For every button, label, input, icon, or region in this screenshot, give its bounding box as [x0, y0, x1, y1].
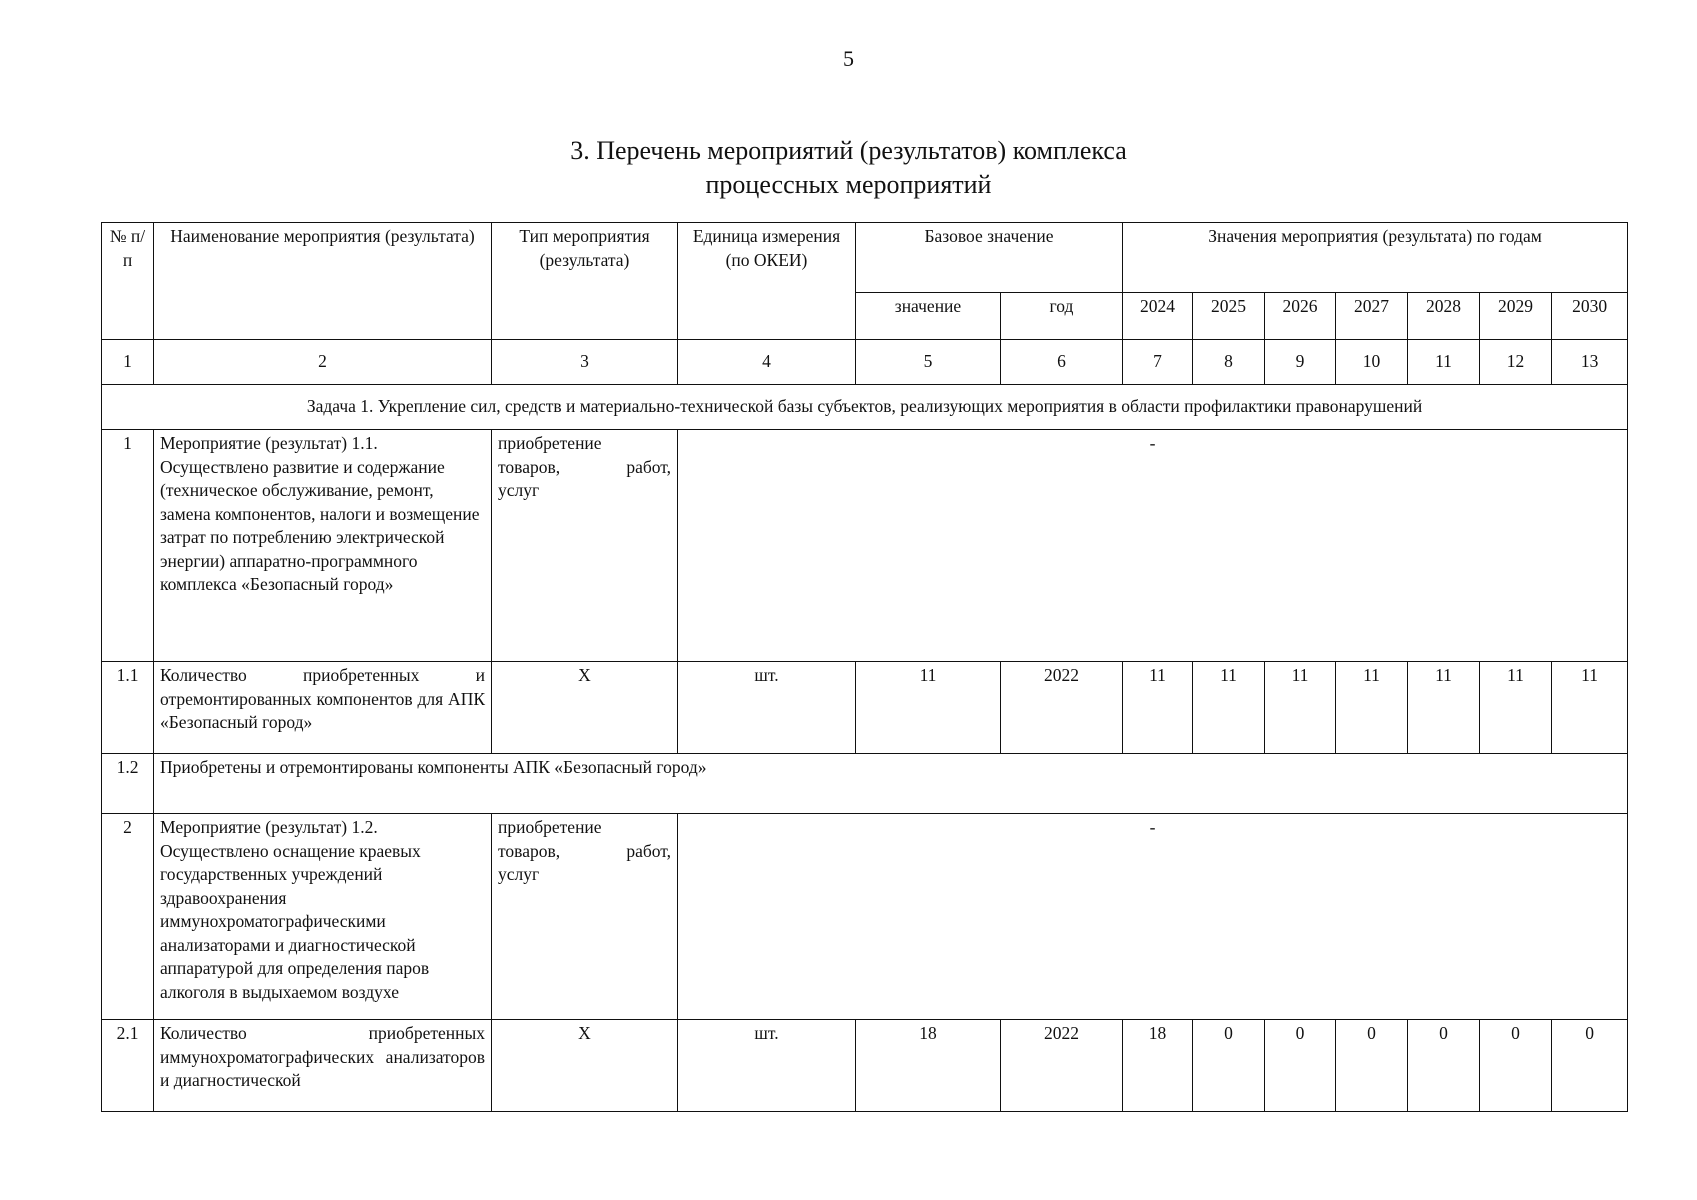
events-table: [101, 222, 1628, 1112]
row-base-year: 2022: [1001, 1020, 1123, 1112]
row-name: Мероприятие (результат) 1.2. Осуществлено оснащение краевых государственных учреждений здравоохранения иммунохроматографическими анализаторами и диагностической аппаратурой для определения паров алкоголя в выдыхаемом воздухе: [154, 814, 492, 1020]
column-number: 9: [1265, 340, 1336, 385]
row-year-value: 18: [1123, 1020, 1193, 1112]
row-num: 1: [102, 430, 154, 662]
row-year-value: 0: [1480, 1020, 1552, 1112]
row-type: [492, 814, 678, 1020]
header-year: 2030: [1552, 293, 1628, 340]
row-year-value: 11: [1408, 662, 1480, 754]
header-year: 2025: [1193, 293, 1265, 340]
column-numbers-row: [102, 340, 1628, 385]
row-base-year: 2022: [1001, 662, 1123, 754]
row-year-value: 11: [1336, 662, 1408, 754]
row-dash: -: [678, 430, 1628, 662]
row-year-value: 0: [1265, 1020, 1336, 1112]
row-type-line: товаров, работ,: [498, 840, 671, 861]
row-type-line: приобретение: [498, 433, 602, 453]
column-number: 4: [678, 340, 856, 385]
header-type: Тип мероприятия (результата): [492, 223, 678, 340]
column-number: 10: [1336, 340, 1408, 385]
row-unit: шт.: [678, 662, 856, 754]
column-number: 6: [1001, 340, 1123, 385]
row-dash: -: [678, 814, 1628, 1020]
row-type-line: приобретение: [498, 817, 602, 837]
row-type-line: товаров, работ,: [498, 456, 671, 477]
row-num: 2: [102, 814, 154, 1020]
column-number: 11: [1408, 340, 1480, 385]
row-unit: шт.: [678, 1020, 856, 1112]
row-result-text: Приобретены и отремонтированы компоненты АПК «Безопасный город»: [154, 754, 1628, 814]
column-number: 7: [1123, 340, 1193, 385]
column-number: 1: [102, 340, 154, 385]
column-number: 13: [1552, 340, 1628, 385]
header-year: 2028: [1408, 293, 1480, 340]
task-1-label: Задача 1. Укрепление сил, средств и материально-технической базы субъектов, реализующих мероприятия в области профилактики правонарушений: [102, 385, 1628, 430]
table-row: [102, 430, 1628, 662]
column-number: 5: [856, 340, 1001, 385]
column-number: 2: [154, 340, 492, 385]
row-year-value: 0: [1336, 1020, 1408, 1112]
table-row: [102, 814, 1628, 1020]
title-line-2: процессных мероприятий: [705, 170, 992, 199]
row-num: 2.1: [102, 1020, 154, 1112]
row-year-value: 11: [1193, 662, 1265, 754]
header-base-year: год: [1001, 293, 1123, 340]
title-line-1: 3. Перечень мероприятий (результатов) комплекса: [570, 136, 1127, 165]
header-year: 2026: [1265, 293, 1336, 340]
row-name: Количество приобретенных и отремонтированных компонентов для АПК «Безопасный город»: [154, 662, 492, 754]
header-by-years: Значения мероприятия (результата) по годам: [1123, 223, 1628, 293]
row-year-value: 11: [1123, 662, 1193, 754]
column-number: 12: [1480, 340, 1552, 385]
header-base-value: значение: [856, 293, 1001, 340]
row-base-value: 18: [856, 1020, 1001, 1112]
column-number: 3: [492, 340, 678, 385]
document-title: [0, 134, 1697, 202]
header-year: 2029: [1480, 293, 1552, 340]
header-year: 2024: [1123, 293, 1193, 340]
row-year-value: 11: [1552, 662, 1628, 754]
table-row: [102, 754, 1628, 814]
row-year-value: 11: [1480, 662, 1552, 754]
row-year-value: 0: [1408, 1020, 1480, 1112]
row-type-line: услуг: [498, 864, 540, 884]
table-row: [102, 1020, 1628, 1112]
header-base: Базовое значение: [856, 223, 1123, 293]
header-num: № п/п: [102, 223, 154, 340]
header-name: Наименование мероприятия (результата): [154, 223, 492, 340]
page-number: 5: [843, 46, 854, 71]
column-number: 8: [1193, 340, 1265, 385]
row-type: Х: [492, 662, 678, 754]
row-base-value: 11: [856, 662, 1001, 754]
header-year: 2027: [1336, 293, 1408, 340]
row-year-value: 0: [1552, 1020, 1628, 1112]
row-num: 1.1: [102, 662, 154, 754]
row-type: [492, 430, 678, 662]
row-name: Количество приобретенных иммунохроматографических анализаторов и диагностической: [154, 1020, 492, 1112]
row-year-value: 11: [1265, 662, 1336, 754]
task-row: [102, 385, 1628, 430]
table-row: [102, 662, 1628, 754]
row-type-line: услуг: [498, 480, 540, 500]
row-year-value: 0: [1193, 1020, 1265, 1112]
row-num: 1.2: [102, 754, 154, 814]
row-type: Х: [492, 1020, 678, 1112]
row-name: Мероприятие (результат) 1.1. Осуществлено развитие и содержание (техническое обслуживание, ремонт, замена компонентов, налоги и возмещение затрат по потреблению электрической энергии) аппаратно-программного комплекса «Безопасный город»: [154, 430, 492, 662]
header-unit: Единица измерения (по ОКЕИ): [678, 223, 856, 340]
